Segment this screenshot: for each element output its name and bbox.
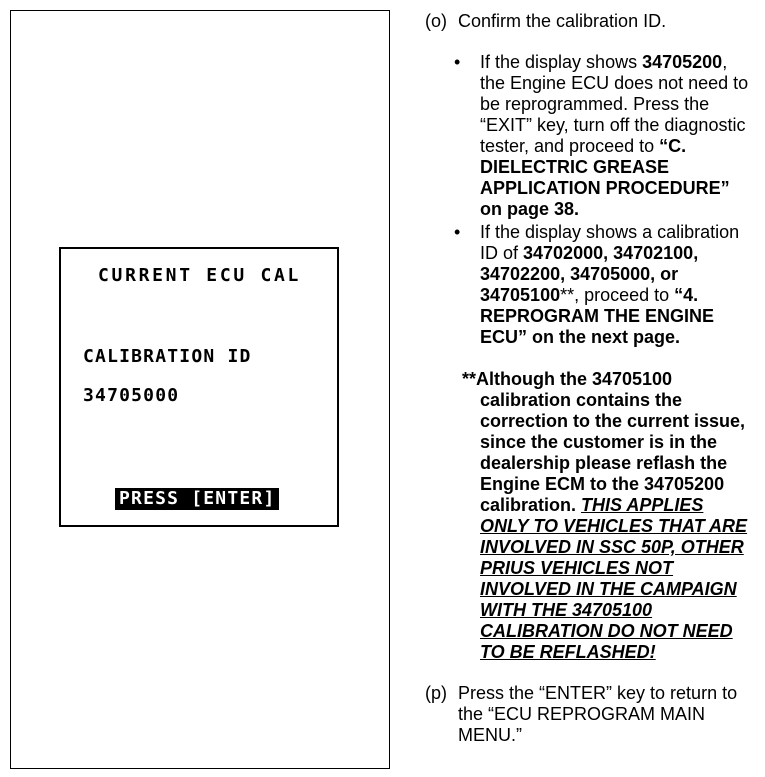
bullet-2-line <box>480 285 739 306</box>
warning-emphasis: INVOLVED IN SSC 50P, OTHER <box>480 537 744 557</box>
section-reference: on page 38. <box>480 199 580 219</box>
line-text: be reprogrammed. Press the <box>480 94 710 114</box>
bullet-1-text <box>480 52 748 220</box>
calibration-id-emphasis: 34702000, 34702100, <box>523 243 699 263</box>
warning-emphasis: PRIUS VEHICLES NOT <box>480 558 674 578</box>
note-line <box>480 453 747 474</box>
bullet-1-line <box>480 157 748 178</box>
note-line <box>480 516 747 537</box>
note-line <box>480 390 747 411</box>
line-text: If the display shows a calibration <box>480 222 740 242</box>
warning-emphasis: INVOLVED IN THE CAMPAIGN <box>480 579 737 599</box>
line-text: **Although the 34705100 <box>462 369 673 389</box>
line-text: dealership please reflash the <box>480 453 728 473</box>
step-p-marker: (p) <box>425 683 447 703</box>
section-reference: “C. <box>659 136 687 156</box>
line-text: the Engine ECU does not need to <box>480 73 749 93</box>
bullet-2-line <box>480 222 739 243</box>
warning-emphasis: THIS APPLIES <box>581 495 704 515</box>
step-o-marker: (o) <box>425 11 447 31</box>
bullet-1-line <box>480 94 748 115</box>
bullet-1-line <box>480 178 748 199</box>
line-text: ID of <box>480 243 524 263</box>
line-text: If the display shows <box>480 52 643 72</box>
calibration-id-emphasis: 34705200 <box>642 52 723 72</box>
bullet-2-line <box>480 327 739 348</box>
note-line <box>480 495 747 516</box>
step-p-line: MENU.” <box>458 725 522 745</box>
warning-emphasis: CALIBRATION DO NOT NEED <box>480 621 733 641</box>
bullet-1-marker: • <box>454 52 461 72</box>
step-o-title: Confirm the calibration ID. <box>458 11 667 31</box>
note-paragraph <box>462 369 748 663</box>
note-line <box>480 621 747 642</box>
calibration-id-value: 34705000 <box>83 385 180 406</box>
bullet-2-marker: • <box>454 222 461 242</box>
note-line <box>462 369 747 390</box>
warning-emphasis: TO BE REFLASHED! <box>480 642 656 662</box>
line-text: since the customer is in the <box>480 432 718 452</box>
step-p-line: Press the “ENTER” key to return to <box>458 683 738 703</box>
line-text: **, proceed to <box>560 285 675 305</box>
line-text: calibration contains the <box>480 390 683 410</box>
tester-screen-title: CURRENT ECU CAL <box>98 265 302 286</box>
note-line <box>480 537 747 558</box>
bullet-2-line <box>480 243 739 264</box>
section-reference: REPROGRAM THE ENGINE <box>480 306 715 326</box>
line-text: calibration. <box>480 495 582 515</box>
step-p-line: the “ECU REPROGRAM MAIN <box>458 704 706 724</box>
line-text: correction to the current issue, <box>480 411 746 431</box>
bullet-1-line <box>480 73 748 94</box>
bullet-2-text <box>480 222 739 348</box>
note-line <box>480 411 747 432</box>
calibration-id-emphasis: 34705100 <box>480 285 561 305</box>
line-text: “EXIT” key, turn off the diagnostic <box>480 115 746 135</box>
bullet-2-line <box>480 264 739 285</box>
line-text: tester, and proceed to <box>480 136 660 156</box>
calibration-id-emphasis: 34702200, 34705000, or <box>480 264 679 284</box>
bullet-1-line <box>480 52 748 73</box>
section-reference: DIELECTRIC GREASE <box>480 157 670 177</box>
note-line <box>480 642 747 663</box>
bullet-1-line <box>480 199 748 220</box>
press-enter-prompt: PRESS [ENTER] <box>115 488 279 510</box>
warning-emphasis: ONLY TO VEHICLES THAT ARE <box>480 516 748 536</box>
warning-emphasis: WITH THE 34705100 <box>480 600 653 620</box>
bullet-1-line <box>480 136 748 157</box>
bullet-1-line <box>480 115 748 136</box>
note-line <box>480 579 747 600</box>
line-text: Engine ECM to the 34705200 <box>480 474 725 494</box>
bullet-2-line <box>480 306 739 327</box>
note-line <box>480 432 747 453</box>
note-line <box>480 558 747 579</box>
step-p-text <box>458 683 737 746</box>
section-reference: APPLICATION PROCEDURE” <box>480 178 730 198</box>
note-line <box>480 474 747 495</box>
section-reference: “4. <box>674 285 699 305</box>
section-reference: ECU” on the next page. <box>480 327 681 347</box>
note-line <box>480 600 747 621</box>
calibration-id-label: CALIBRATION ID <box>83 346 252 367</box>
line-text: , <box>722 52 728 72</box>
